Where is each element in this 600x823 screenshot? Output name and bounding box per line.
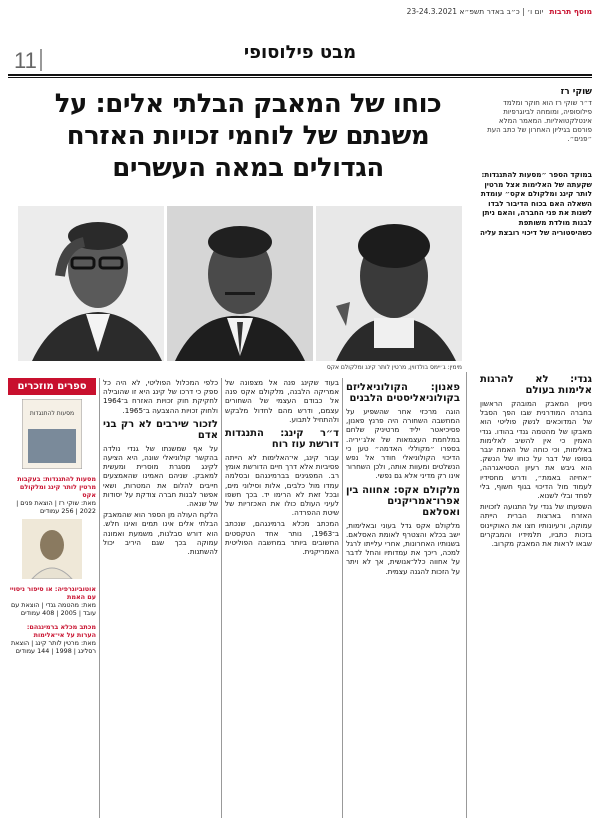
paragraph: על אף שמשנתו של גנדי נולדה בהקשר קולוניאלי שונה, היא הציעה לקינג מסגרת מוסרית ומעשית למאבק. שניהם האמינו שהאמצעים חייבים להלום את המטרות, ושאי אפשר לבנות חברה צודקת על יסודות של שנאה. <box>103 443 218 509</box>
issue-date: יום ו׳ | כ״ב באדר תשפ״א 23-24.3.2021 <box>406 6 544 16</box>
paragraph: בעוד שקינג פנה אל מצפונה של אמריקה הלבנה, מלקולם אקס פנה אל כבודם העצמי של השחורים עצמם, ודרש מהם לחדול מלבקש ולהתחיל לתבוע. <box>225 378 339 424</box>
paragraph: מלקולם אקס גדל בעוני ובאלימות, ישב בכלא והצטרף לאומת האסלאם. בשנותיו האחרונות, אחרי עלייתו לרגל למכה, ריכך את עמדותיו והחל לדבר על אחווה כלל־אנושית, אך לא ויתר על הזכות להגנה עצמית. <box>346 520 460 576</box>
top-bar <box>8 4 592 18</box>
author-name: שוקי רז <box>560 87 592 97</box>
subheading: גנדי: לא להרגות אלימות בעולם <box>480 374 592 396</box>
photo-malcolm-x <box>18 206 164 361</box>
book-meta: מאת: מרטין לותר קינג | הוצאת רסלינג | 1998 | 144 עמודים <box>10 639 96 655</box>
paragraph: כלפי המכלול הפוליטי, לא היה כל ספק כי דרכו של קינג היא זו שהובילה לחקיקת חוק זכויות האזרח ב־1964 ולחוק זכויות ההצבעה ב־1965. <box>103 378 218 415</box>
subheading: לזכור שירבים לא רק בני אדם <box>103 418 218 441</box>
article-column-4 <box>103 378 218 558</box>
book-cover-image <box>22 399 82 469</box>
column-divider <box>99 378 100 818</box>
column-divider <box>221 378 222 818</box>
book-title: מסעות להתנגדות: בעקבות מרטין לותר קינג ומלקולם אקס <box>17 475 96 499</box>
author-bio: ד״ר שוקי רז הוא חוקר ומלמד פילוסופיה, ומומחה לביוגרפיות אינטלקטואליות. המאמר המלא פורסם בגיליון האחרון של כתב העת ״פנים״. <box>487 99 592 143</box>
photo-caption: מימין: ג׳יימס בולדווין, מרטין לותר קינג ומלקולם אקס <box>326 364 462 371</box>
section-subrule <box>8 77 592 78</box>
column-divider <box>466 372 467 818</box>
book-entry <box>8 585 96 617</box>
book-entry <box>8 623 96 655</box>
paragraph: הלקח העולה מן הספר הוא שהמאבק הבלתי אלים אינו תמים ואינו חלש. הוא דורש סבלנות, משמעת ואמונה עמוקה בכך שגם היריב יכול להשתנות. <box>103 510 218 557</box>
article-column-2 <box>346 378 460 578</box>
book-entry <box>8 475 96 515</box>
article-column-1 <box>480 370 592 550</box>
publication-brand: מוסף תרבות <box>549 6 592 16</box>
paragraph: השפעתו של גנדי על התנועה לזכויות האזרח בארצות הברית הייתה עמוקה, ורעיונותיו חצו את האוקיינוס בזכות כתביו, תלמידיו והמבקרים שבאו לראות את המאבק מקרוב. <box>480 502 592 549</box>
article-column-3 <box>225 378 339 558</box>
book-meta: מאת: מהטמה גנדי | הוצאת עם עובד | 2005 | 408 עמודים <box>11 601 96 617</box>
paragraph: המכתב מכלא ברמינגהם, שנכתב ב־1963, נותר אחד הטקסטים החשובים ביותר במחשבה הפוליטית האמריקנית. <box>225 519 339 557</box>
book-title: אוטוביוגרפיה: או סיפור ניסויי עם האמת <box>9 585 96 601</box>
subheading: מלקולם אקס: אחווה בין אפרו־אמריקנים ואסלאם <box>346 484 460 518</box>
paragraph: עבור קינג, אי־האלימות לא הייתה פסיביות אלא דרך חיים הדורשת אומץ רב. המפגינים בברמינגהם ובסלמה עמדו מול כלבים, אלות וסילוני מים, ובכל זאת לא הרימו יד. בכך חשפו לעיני העולם כולו את האכזריות של שיטת ההפרדה. <box>225 453 339 518</box>
byline <box>480 88 592 144</box>
book-cover-title: מסעות להתנגדות <box>29 410 75 417</box>
subheading: פאנון: הקולוניאליזם בקולוניאליסטים הלבנים <box>346 382 460 404</box>
photo-james-baldwin <box>316 206 462 361</box>
lede: במוקד הספר ״מסעות להתנגדות: שקעתה של האלימות אצל מרטין לותר קינג ומלקולם אקס״ עומדת השאלה האם בכוח הדיבור לבדו לשנות את פני החברה, והאם ניתן לבנות מולדת משותפת כשהיסטוריה של דיכוי רובצת עליה <box>480 170 592 237</box>
page-number: 11 <box>14 48 37 73</box>
column-divider <box>342 378 343 818</box>
photo-martin-luther-king <box>167 206 313 361</box>
paragraph: ניסיון המאבק המובהק הראשון בחברה המודרנית שבו הפך הסבל של המדוכאים לנשק פוליטי הוא מאבקו של מהטמה גנדי בהודו. גנדי האמין כי אין להשיב לאלימות באלימות, וכי כוחה של האמת יגבר בסופו של דבר על כוחו של הנשק. הוא גיבש את רעיון הסטיאגרהה, ״אחיזה באמת״, ודרש מחסידיו לעמוד מול הדיכוי בגוף חשוף, בלי לפחד ובלי לשנוא. <box>480 399 592 501</box>
book-meta: מאת: שוקי רז | הוצאת פנים | 2022 | 256 עמודים <box>16 499 96 515</box>
gandhi-portrait-image <box>22 519 82 579</box>
headline: כוחו של המאבק הבלתי אלים: על משנתם של לוחמי זכויות האזרח הגדולים במאה העשרים <box>54 89 442 183</box>
subheading: ד״ר קינג: התנגדות דורשת עוז רוח <box>225 428 339 451</box>
section-title: מבט פילוסופי <box>243 42 357 63</box>
books-sidebar <box>8 378 96 655</box>
book-title: מכתב מכלא ברמינגהם: הערות על אי־אלימות <box>26 623 96 639</box>
paragraph: הוגה מרכזי אחר שהשפיע על המחשבה השחורה היה פרנץ פאנון, פסיכיאטר יליד מרטיניק שלחם במלחמת העצמאות של אלג׳יריה. בספרו ״מקוללי האדמה״ טען כי הדיכוי הקולוניאלי חודר אל נפש הנשלטים ומעוות אותה, ולכן השחרור אינו רק מדיני אלא גם נפשי. <box>346 407 460 481</box>
section-rule <box>8 74 592 76</box>
books-sidebar-title: ספרים מוזכרים <box>8 378 96 395</box>
